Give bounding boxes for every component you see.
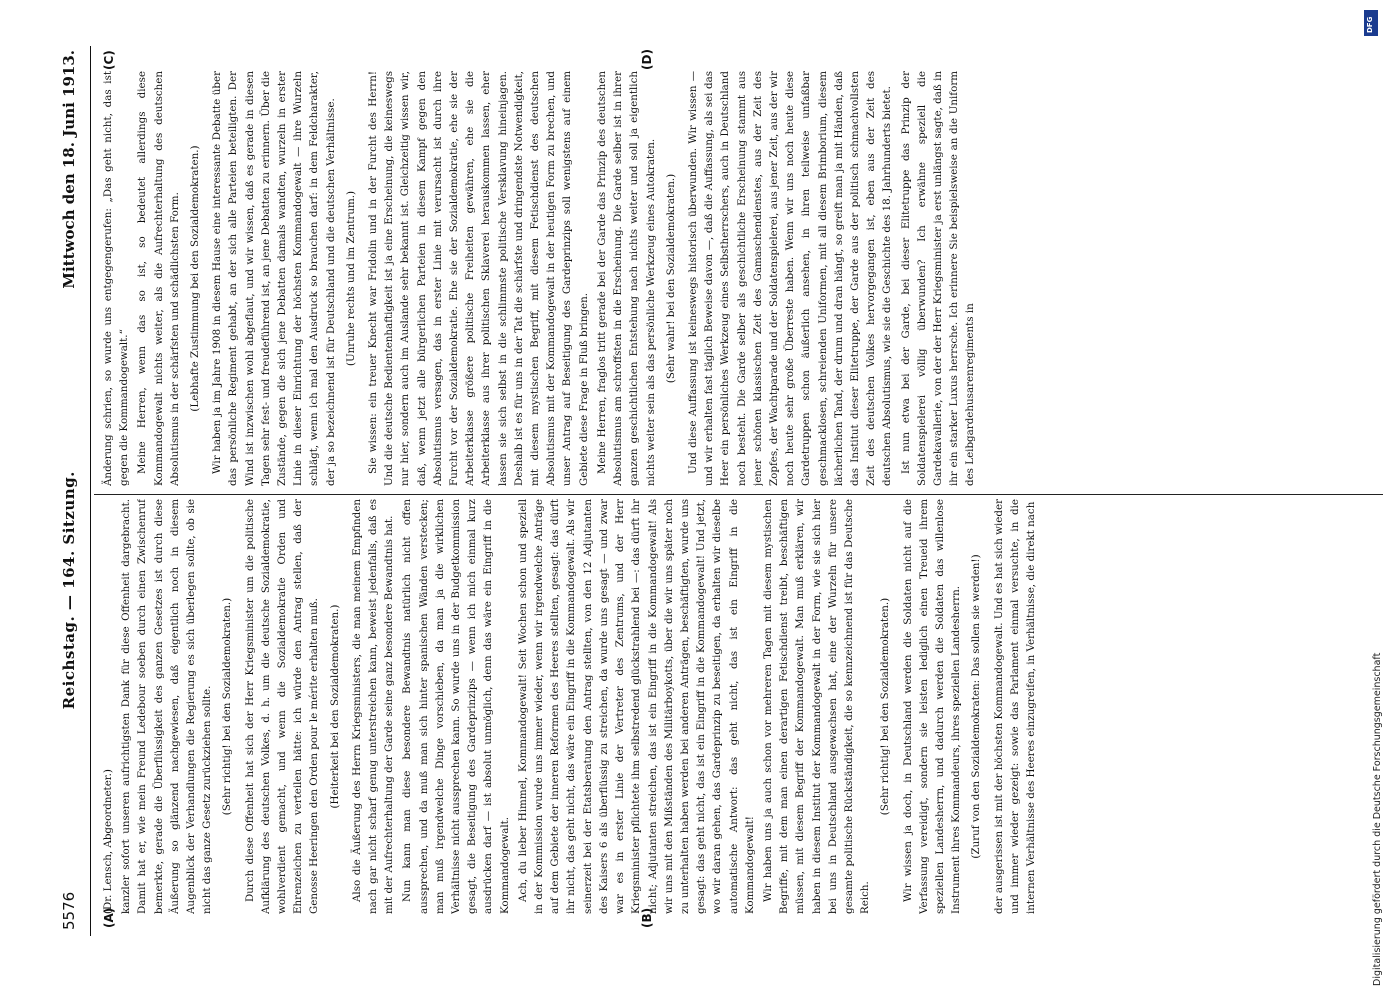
paragraph: kanzler sofort unseren aufrichtigsten Dank für diese Offenheit dargebracht. Damit hat er, wie mein Freund Ledebour soeben durch einen Zwischenruf bemerkte, gerade die Überflüssigkeit des ganzen Gesetzes ist durch diese Äußerung so glänzend nachgewiesen, daß eigentlich noch in diesem Augenblick der Verhandlungen die Regierung es sich überlegen sollte, ob sie nicht das ganze Gesetz zurückziehen sollte. [120, 499, 214, 914]
page-date: Mittwoch den 18. Juni 1913. [60, 50, 78, 289]
margin-marker-d: (D) [640, 49, 654, 70]
paragraph: Und diese Auffassung ist keineswegs historisch überwunden. Wir wissen — und wir erhalten fast täglich Beweise davon —, daß die Auffassung, als sei das Heer ein persönliches Werkzeug eines Selbstherrschers, auch in Deutschland noch besteht. Die Garde selber als geschichtliche Erscheinung stammt aus jener schönen klassischen Zeit des Gamaschendienstes, aus der Zeit des Zopfes, der Wachtparade und der Soldatenspielerei, aus jener Zeit, aus der wir noch heute sehr große Überreste haben. Wenn wir uns noch heute diese Gardetruppen schon äußerlich ansehen, in ihren teilweise unfaßbar geschmacklosen, schreienden Uniformen, mit all diesem Brimborium, diesem lächerlichen Tand, der drum und dran hängt, so greift man ja mit Händen, daß das Institut dieser Elitetruppe, der Garde aus der politisch schmachvollsten Zeit des deutschen Volkes hervorgegangen ist, eben aus der Zeit des deutschen Absolutismus, wie sie die Geschichte des 18. Jahrhunderts bietet. [686, 71, 894, 486]
paragraph: Wir haben uns ja auch schon vor mehreren Tagen mit diesem mystischen Begriffe, mit dem man einen derartigen Fetischdienst treibt, beschäftigen müssen, mit diesem Begriff der Kommandogewalt. Man muß erklären, wir haben in diesem Institut der Kommandogewalt in der Form, wie sie sich hier bei uns in Deutschland ausgewachsen hat, eine der Wurzeln für unsere gesamte politische Rückständigkeit, die so kennzeichnend ist für das Deutsche Reich. [761, 499, 872, 914]
paragraph: Also die Äußerung des Herrn Kriegsministers, die man meinem Empfinden nach gar nicht scharf genug unterstreichen kann, beweist jedenfalls, daß es mit der Aufrechterhaltung der Garde seine ganz besondere Bewandtnis hat. [350, 499, 396, 914]
margin-marker-a: (A) [102, 907, 116, 928]
interjection: (Sehr wahr! bei den Sozialdemokraten.) [664, 173, 677, 384]
margin-marker-c: (C) [102, 50, 116, 70]
dfg-logo [1364, 10, 1378, 36]
page-number: 5576 [60, 891, 78, 930]
paragraph: Änderung schrien, so wurde uns entgegengerufen: „Das geht nicht, das ist gegen die Kommandogewalt.“ [102, 71, 131, 486]
interjection: (Lebhafte Zustimmung bei den Sozialdemokraten.) [189, 145, 202, 412]
credit-text: Digitalisierung gefördert durch die Deutsche Forschungsgemeinschaft [1372, 652, 1383, 986]
interjection: (Heiterkeit bei den Sozialdemokraten.) [328, 604, 341, 809]
running-head [60, 50, 86, 930]
paragraph: Meine Herren, fraglos tritt gerade bei der Garde das Prinzip des deutschen Absolutismus am schroffsten in die Erscheinung. Die Garde selber ist in ihrer ganzen geschichtlichen Entstehung nach nichts weiter und soll ja eigentlich nichts weiter sein als das persönliche Werkzeug eines Autokraten. [595, 71, 657, 486]
speaker-line: (Dr. Lensch, Abgeordneter.) [102, 769, 114, 914]
paragraph: Ach, du lieber Himmel, Kommandogewalt! Seit Wochen schon und speziell in der Kommission wurde uns immer wieder, wenn wir irgendwelche Anträge auf dem Gebiete der inneren Reformen des Heeres stellten, gesagt: das dürft ihr nicht, das geht nicht, das wäre ein Eingriff in die Kommandogewalt. Als wir seinerzeit bei der Etatsberatung den Antrag stellten, von den 12 Adjutanten des Kaisers 6 als überflüssig zu streichen, da wurde uns gesagt — und zwar war es in erster Linie der Vertreter des Zentrums, und der Herr Kriegsminister pflichtete ihm selbstredend glückstrahlend bei —: das dürft ihr nicht; Adjutanten streichen, das ist ein Eingriff in die Kommandogewalt! Als wir uns mit den Mißständen des Militärboykotts, über die wir uns später noch zu unterhalten haben werden bei anderen Anträgen, beschäftigten, wurde uns gesagt: das geht nicht, das ist ein Eingriff in die Kommandogewalt! Und jetzt, wo wir daran gehen, das Gardeprinzip zu beseitigen, da erhalten wir dieselbe automatische Antwort: das geht nicht, das ist ein Eingriff in die Kommandogewalt! [516, 499, 756, 914]
right-column [100, 71, 1370, 486]
interjection: (Unruhe rechts und im Zentrum.) [344, 190, 357, 367]
dfg-logo-text: DFG [1366, 16, 1374, 33]
page-title: Reichstag. — 164. Sitzung. [60, 471, 78, 710]
paragraph: Wir wissen ja doch, in Deutschland werden die Soldaten nicht auf die Verfassung vereidigt, sondern sie leisten lediglich einen Treueid ihrem speziellen Landesherrn, und dadurch werden die Soldaten das willenlose Instrument ihres Kommandeurs, ihres speziellen Landesherrn. [901, 499, 963, 914]
paragraph: Meine Herren, wenn das so ist, so bedeutet allerdings diese Kommandogewalt nichts weiter, als die Aufrechterhaltung des deutschen Absolutismus in der schärfsten und schädlichsten Form. [136, 71, 181, 486]
digitization-credit [1352, 6, 1383, 996]
header-rule [90, 46, 91, 936]
margin-marker-b: (B) [640, 907, 654, 928]
paragraph: der ausgerissen ist mit der höchsten Kommandogewalt. Und es hat sich wieder und immer wieder gezeigt: sowie das Parlament einmal versuchte, in die internen Verhältnisse des Heeres einzugreifen, in Verhältnisse, die direkt nach [992, 499, 1037, 914]
left-column [100, 499, 1370, 914]
paragraph: Wir haben ja im Jahre 1908 in diesem Hause eine interessante Debatte über das persönliche Regiment gehabt, an der sich alle Parteien beteiligten. Der Wind ist inzwischen wohl abgeflaut, und wir wissen, daß es gerade in diesen Tagen sehr fest- und freudeführend ist, an jene Debatten zu erinnern. Über die Zustände, gegen die sich jene Debatten damals wandten, wurzeln in erster Linie in dieser Einrichtung der höchsten Kommandogewalt — ihre Wurzeln schlägt, wenn ich mal den Ausdruck so brauchen darf: in dem Feldcharakter, der ja so bezeichnend ist für Deutschland und die deutschen Verhältnisse. [211, 71, 337, 486]
paragraph: Durch diese Offenheit hat sich der Herr Kriegsminister um die politische Aufklärung des deutschen Volkes, d. h. um die deutsche Sozialdemokratie, wohlverdient gemacht, und wenn die Sozialdemokratie Orden und Ehrenzeichen zu verteilen hätte: ich würde den Antrag stellen, daß der Genosse Heeringen den Orden pour le mérite erhalten muß. [243, 499, 321, 914]
column-divider [94, 494, 1383, 495]
interjection: (Zuruf von den Sozialdemokraten: Das sollen sie werden!) [970, 554, 983, 859]
interjection: (Sehr richtig! bei den Sozialdemokraten.) [879, 597, 892, 816]
paragraph: Nun kann man diese besondere Bewandtnis natürlich nicht offen aussprechen, und da muß man sich hinter spanischen Wänden verstecken; man muß irgendwelche Dinge vorschieben, da man ja die wirklichen Verhältnisse nicht aussprechen kann. So wurde uns in der Budgetkommission gesagt, die Beseitigung des Gardeprinzips — wenn ich mich einmal kurz ausdrücken darf — ist absolut unmöglich, denn das wäre ein Eingriff in die Kommandogewalt. [401, 499, 511, 914]
paragraph: Sie wissen: ein treuer Knecht war Fridolin und in der Furcht des Herrn! Und die deutsche Bedientenhaftigkeit ist ja eine Erscheinung, die keineswegs nur hier, sondern auch im Auslande sehr bekannt ist. Gleichzeitig wissen wir, daß, wenn jetzt alle bürgerlichen Parteien in diesem Kampf gegen den Absolutismus versagen, das in erster Linie mit verursacht ist durch ihre Furcht vor der Sozialdemokratie. Ehe sie der Sozialdemokratie, ehe sie der Arbeiterklasse größere politische Freiheiten gewähren, ehe sie die Arbeiterklasse aus ihrer politischen Sklaverei herauskommen lassen, eher lassen sie sich selbst in die schlimmste politische Versklavung hineinjagen. Deshalb ist es für uns in der Tat die schärfste und dringendste Notwendigkeit, mit diesem mystischen Begriff, mit diesem Fetischdienst des deutschen Absolutismus mit der Kommandogewalt in der heutigen Form zu brechen, und unser Antrag auf Beseitigung des Gardeprinzips soll wenigstens auf einem Gebiete diese Frage in Fluß bringen. [367, 71, 590, 486]
paragraph: Ist nun etwa bei der Garde, bei dieser Elitetruppe das Prinzip der Soldatenspielerei völlig überwunden? Ich erwähne speziell die Gardekavallerie, von der der Herr Kriegsminister ja erst unlängst sagte, daß in ihr ein starker Luxus herrsche. Ich erinnere Sie beispielsweise an die Uniform des Leibgardehusarenregiments in [899, 71, 977, 486]
interjection: (Sehr richtig! bei den Sozialdemokraten.) [221, 597, 234, 816]
